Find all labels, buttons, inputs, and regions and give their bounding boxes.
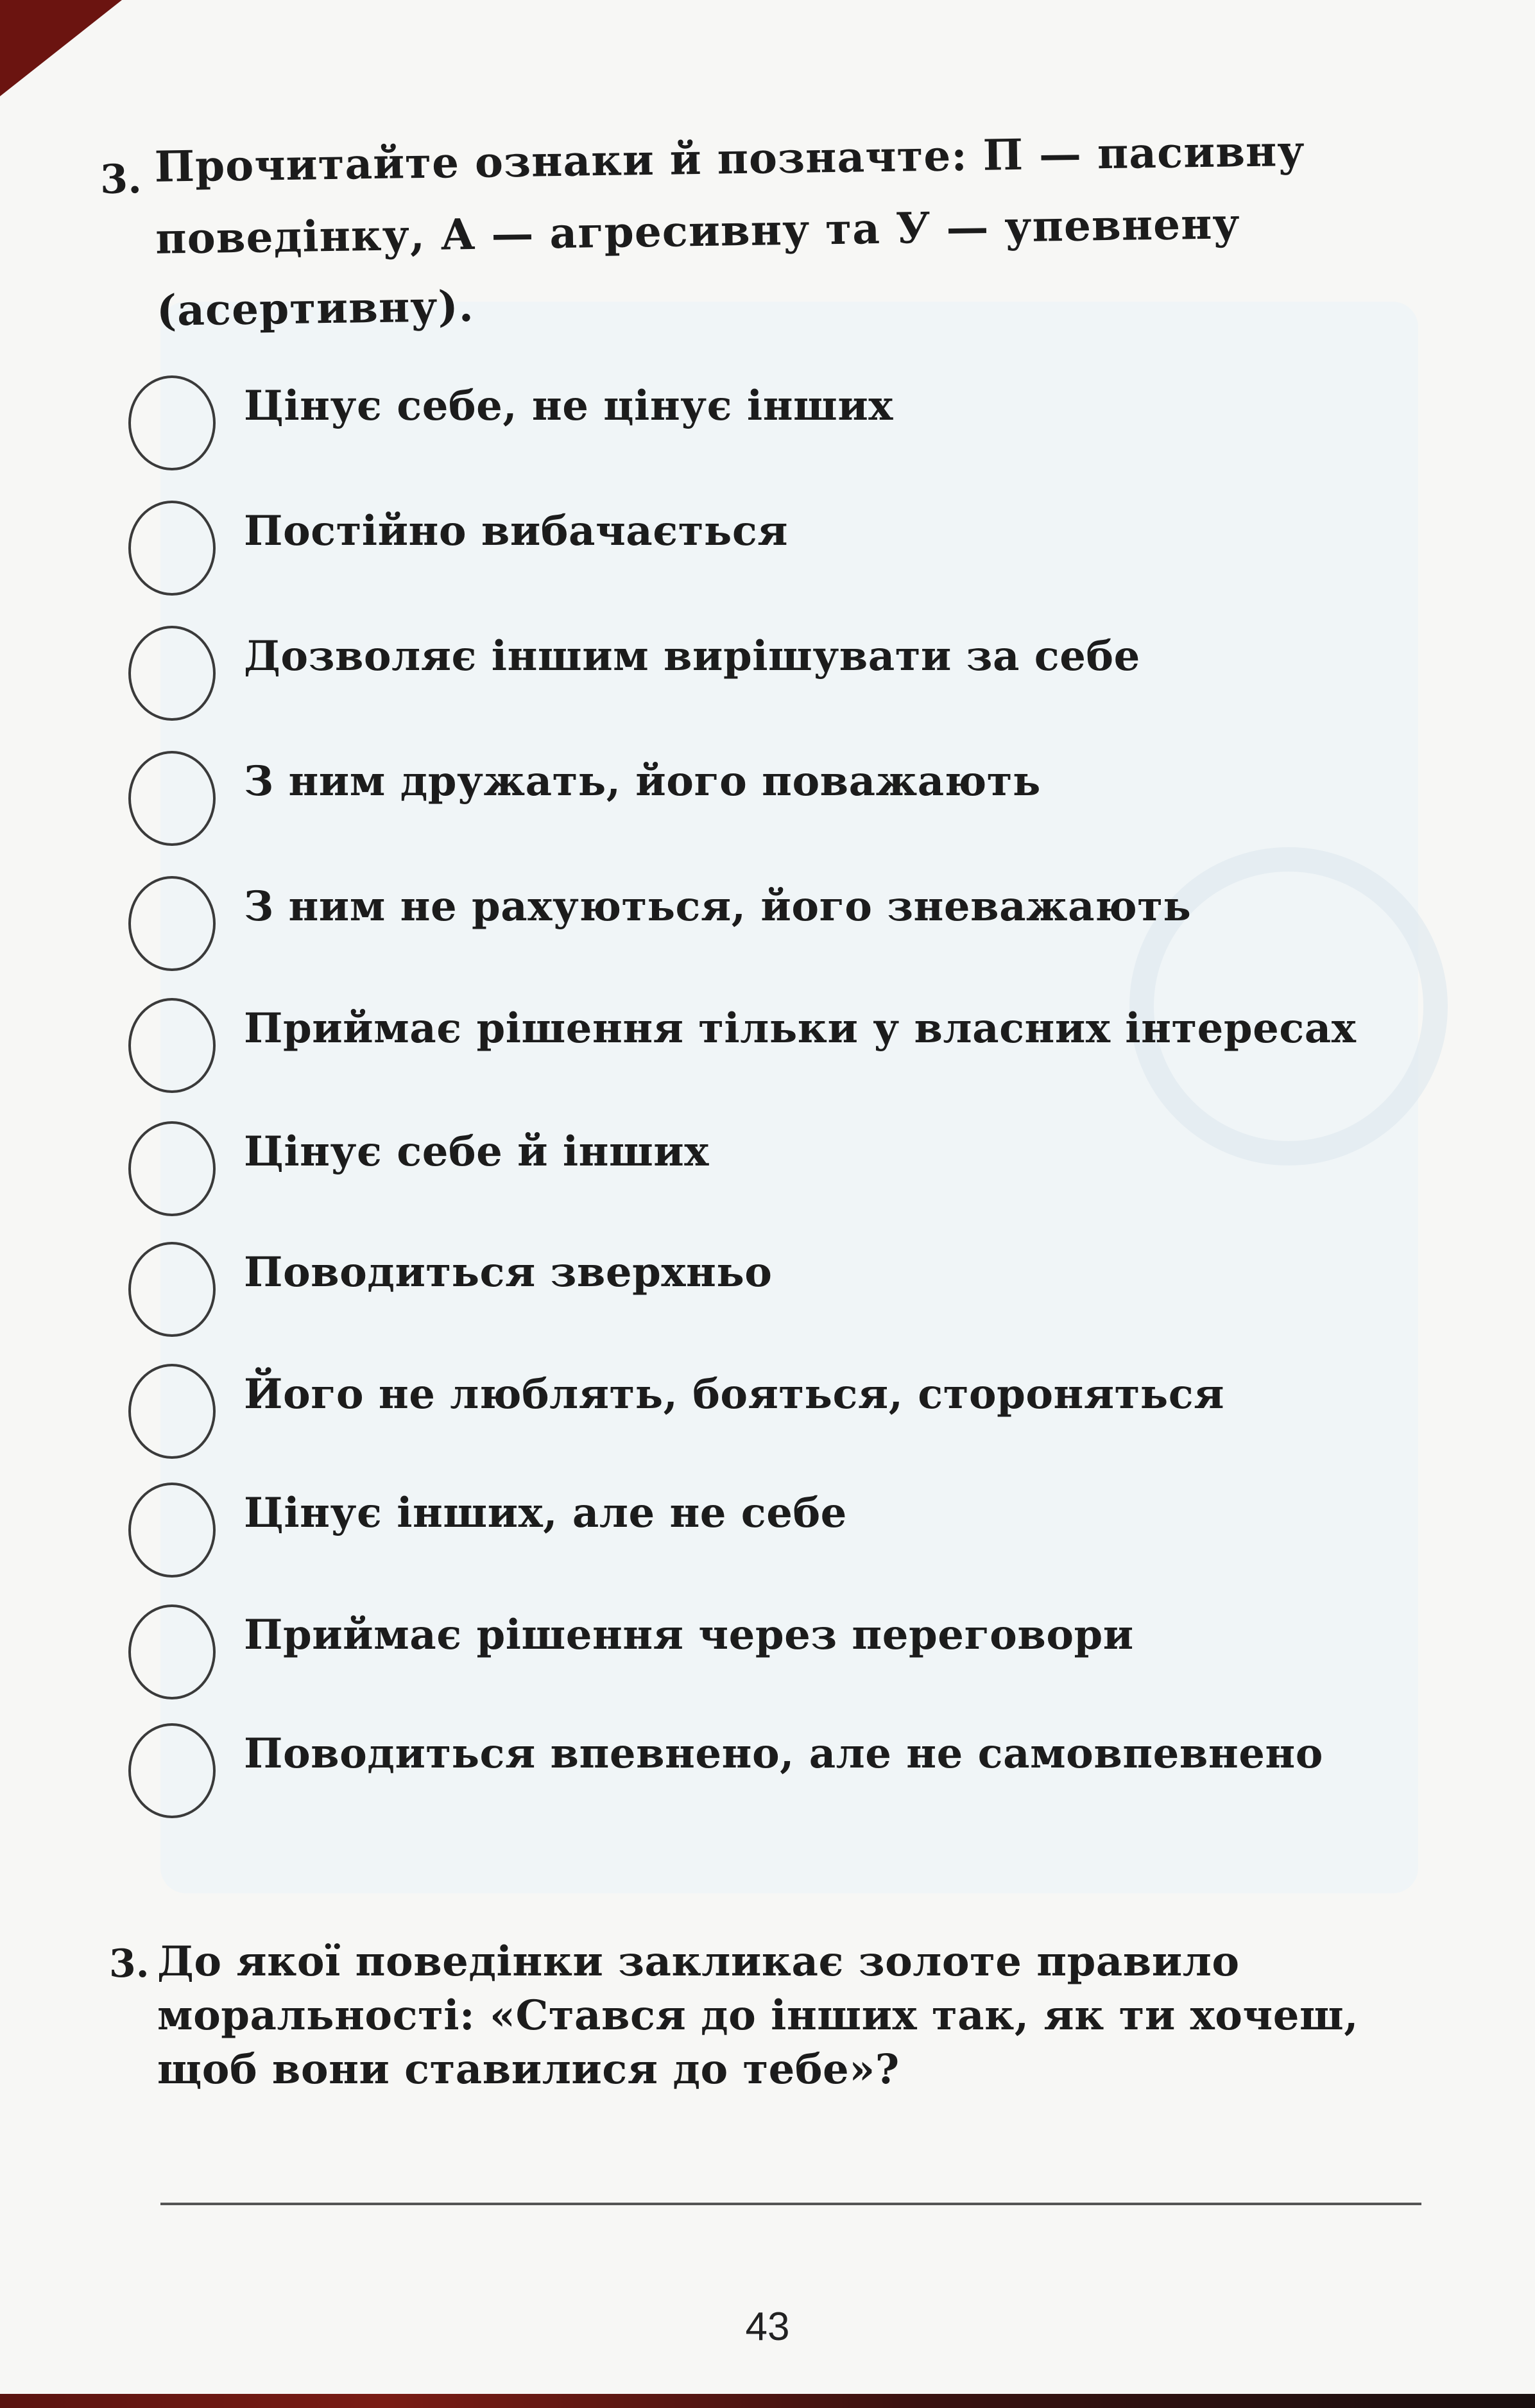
list-item	[128, 1235, 1412, 1338]
page-number: 43	[745, 2305, 790, 2349]
answer-circle[interactable]	[128, 1604, 216, 1699]
answer-circle[interactable]	[128, 1723, 216, 1818]
item-label: Постійно вибачається	[244, 507, 789, 555]
page-corner-shadow	[0, 0, 122, 96]
answer-circle[interactable]	[128, 501, 216, 596]
list-item	[128, 992, 1412, 1094]
answer-circle[interactable]	[128, 626, 216, 721]
question-number: 3.	[109, 1941, 150, 1986]
answer-circle[interactable]	[128, 1242, 216, 1337]
task-header	[99, 113, 1434, 336]
item-label: Цінує себе, не цінує інших	[244, 382, 893, 430]
item-label: Цінує себе й інших	[244, 1128, 709, 1176]
list-item	[128, 1115, 1412, 1217]
item-label: З ним дружать, його поважають	[244, 757, 1041, 805]
list-item	[128, 870, 1412, 972]
item-label: Його не люблять, бояться, стороняться	[244, 1370, 1224, 1418]
list-item	[128, 744, 1412, 847]
list-item	[128, 369, 1412, 472]
item-label: Поводиться зверхньо	[244, 1248, 773, 1296]
list-item	[128, 494, 1412, 597]
answer-circle[interactable]	[128, 751, 216, 846]
answer-circle[interactable]	[128, 375, 216, 470]
list-item	[128, 1476, 1412, 1579]
item-label: З ним не рахуються, його зневажають	[244, 882, 1192, 931]
answer-circle[interactable]	[128, 1121, 216, 1216]
item-label: Приймає рішення тільки у власних інтересах	[244, 1004, 1357, 1053]
answer-circle[interactable]	[128, 998, 216, 1093]
answer-circle[interactable]	[128, 1483, 216, 1578]
answer-line[interactable]	[160, 2203, 1421, 2205]
item-label: Приймає рішення через переговори	[244, 1611, 1134, 1659]
task-instructions: Прочитайте ознаки й позначте: П — пасивну поведінку, А — агресивну та У — упевнену (асертивну).	[154, 125, 1306, 336]
item-label: Дозволяє іншим вирішувати за себе	[244, 632, 1140, 680]
list-item	[128, 619, 1412, 722]
task-number: 3.	[99, 155, 142, 203]
item-label: Цінує інших, але не себе	[244, 1489, 847, 1537]
answer-circle[interactable]	[128, 876, 216, 971]
question-text: До якої поведінки закликає золоте правило моральності: «Стався до інших так, як ти хочеш, щоб вони ставилися до тебе»?	[157, 1938, 1359, 2094]
item-label: Поводиться впевнено, але не самовпевнено	[244, 1730, 1323, 1778]
list-item	[128, 1598, 1412, 1701]
list-item	[128, 1717, 1412, 1819]
page-bottom-shadow	[0, 2394, 1535, 2408]
answer-circle[interactable]	[128, 1364, 216, 1459]
list-item	[128, 1357, 1412, 1460]
